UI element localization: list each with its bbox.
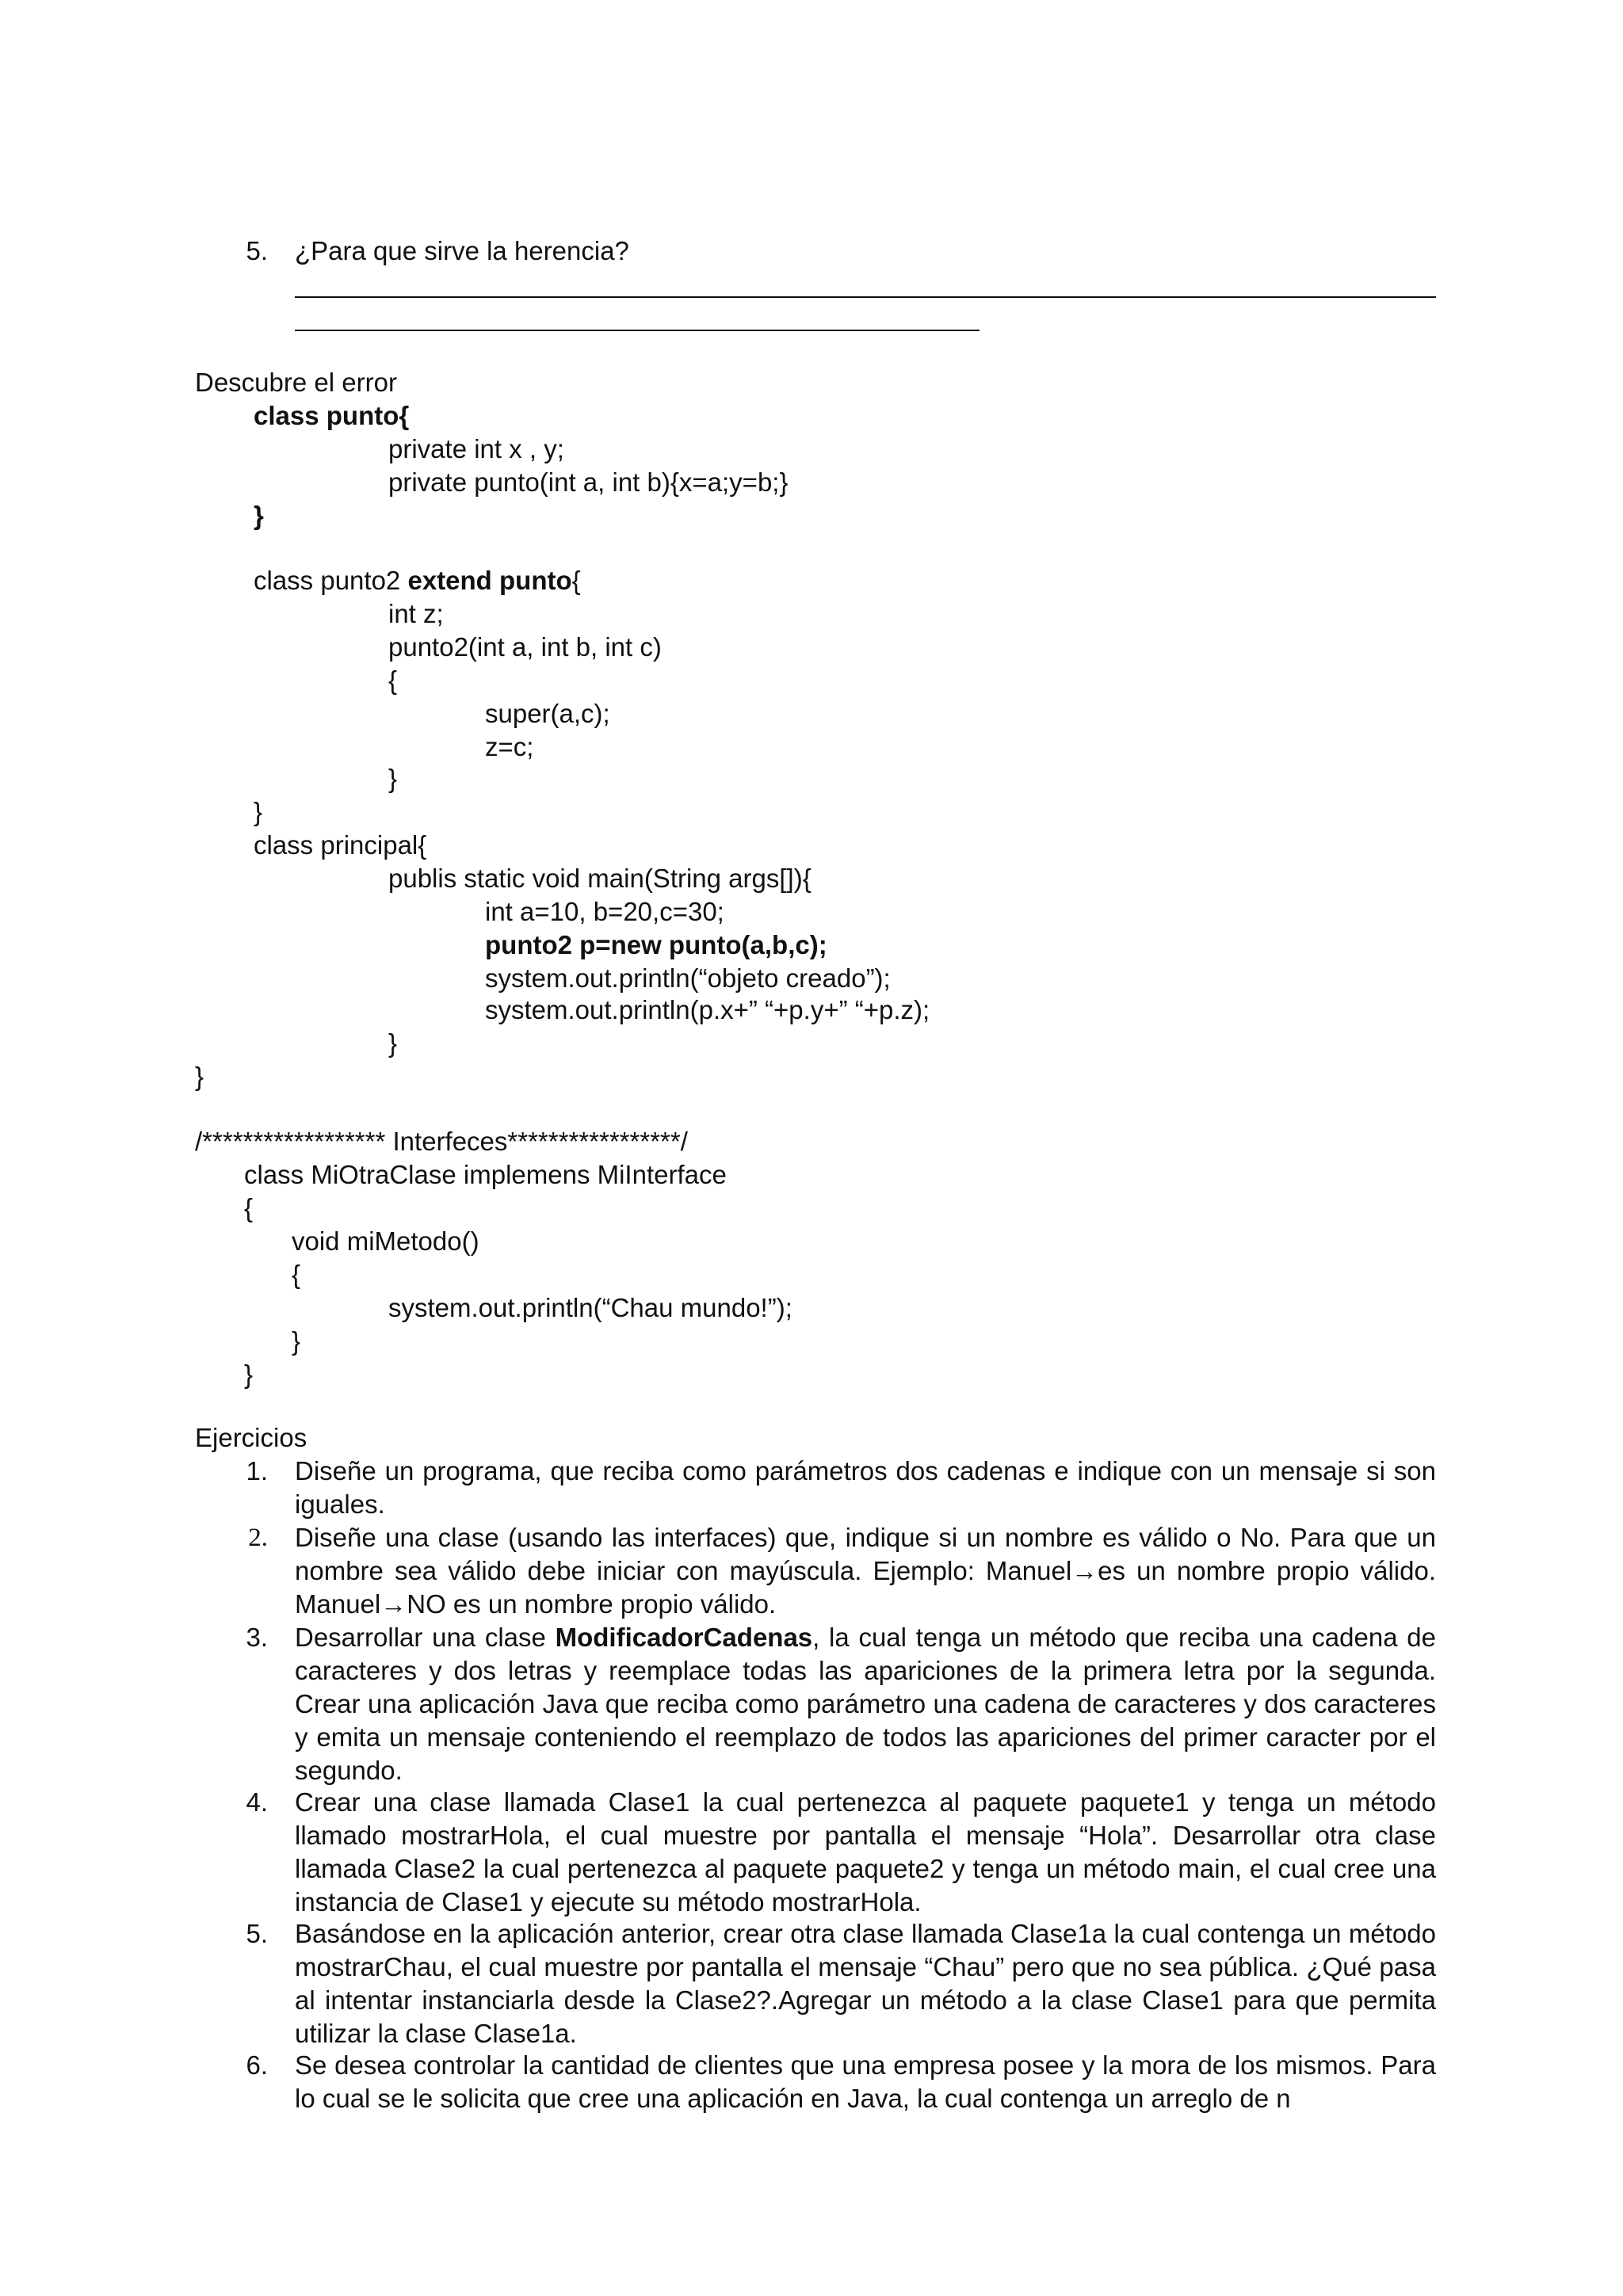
interfaces-heading: /****************** Interfeces*****************/: [195, 1127, 688, 1156]
code-line: punto2(int a, int b, int c): [388, 632, 662, 662]
exercise-text: Crear una clase llamada Clase1 la cual pertenezca al paquete paquete1 y tenga un método llamado mostrarHola, el cual muestre por pantalla el mensaje “Hola”. Desarrollar otra clase llamada Clase2 la cual pertenezca al paquete paquete2 y tenga un método main, el cual cree una instancia de Clase1 y ejecute su método mostrarHola.: [295, 1787, 1436, 1917]
code-line: {: [244, 1193, 254, 1222]
error-heading: Descubre el error: [195, 368, 397, 397]
exercise-text: Basándose en la aplicación anterior, crear otra clase llamada Clase1a la cual contenga un método mostrarChau, el cual muestre por pantalla el mensaje “Chau” pero que no sea pública. ¿Qué pasa al intentar instanciarla desde la Clase2?.Agregar un método a la clase Clase1 para que permita utilizar la clase Clase1a.: [295, 1919, 1436, 2048]
code-line: }: [292, 1326, 301, 1356]
exercise-text: Desarrollar una clase ModificadorCadenas, la cual tenga un método que reciba una cadena de caracteres y dos letras y reemplace todas las apariciones de la primera letra por la segunda. Crear una aplicación Java que reciba como parámetro una cadena de caracteres y dos caracteres y emita un mensaje conteniendo el reemplazo de todos las apariciones del primer caracter por el segundo.: [295, 1623, 1436, 1785]
code-line: private punto(int a, int b){x=a;y=b;}: [388, 467, 789, 497]
code-line: void miMetodo(): [292, 1226, 479, 1256]
answer-line-2: [295, 330, 980, 331]
exercise-text: Se desea controlar la cantidad de clientes que una empresa posee y la mora de los mismos. Para lo cual se le solicita que cree una aplicación en Java, la cual contenga un arreglo de n: [295, 2050, 1436, 2113]
code-line: z=c;: [485, 732, 534, 761]
question-text: ¿Para que sirve la herencia?: [295, 236, 629, 265]
code-line: }: [388, 764, 398, 793]
code-line: super(a,c);: [485, 699, 610, 728]
exercise-number: 3.: [246, 1623, 268, 1652]
exercise-number: 4.: [246, 1787, 268, 1817]
exercise-text: Diseñe un programa, que reciba como parámetros dos cadenas e indique con un mensaje si son iguales.: [295, 1456, 1436, 1519]
code-line: system.out.println(p.x+” “+p.y+” “+p.z);: [485, 995, 930, 1024]
code-line: publis static void main(String args[]){: [388, 864, 812, 893]
code-line: }: [195, 1062, 204, 1091]
code-line: class punto{: [254, 401, 410, 430]
code-line: {: [292, 1260, 301, 1289]
code-line: }: [244, 1360, 254, 1389]
exercise-number: 1.: [246, 1456, 268, 1486]
right-arrow-icon: →: [380, 1589, 407, 1619]
exercise-number: 5.: [246, 1919, 268, 1948]
code-line: }: [254, 501, 264, 530]
exercise-text: Diseñe una clase (usando las interfaces) que, indique si un nombre es válido o No. Para que un nombre sea válido debe iniciar con mayúscula. Ejemplo: Manuel→es un nombre propio válido. Manuel→NO es un nombre propio válido.: [295, 1521, 1436, 1621]
code-line: class principal{: [254, 830, 427, 860]
code-line: system.out.println(“objeto creado”);: [485, 963, 891, 993]
question-number: 5.: [246, 236, 268, 265]
code-line: }: [388, 1028, 398, 1058]
code-line: punto2 p=new punto(a,b,c);: [485, 930, 827, 959]
code-line: int a=10, b=20,c=30;: [485, 897, 724, 926]
answer-line-1: [295, 296, 1436, 298]
code-line: system.out.println(“Chau mundo!”);: [388, 1293, 792, 1322]
code-line: private int x , y;: [388, 434, 564, 463]
code-line: int z;: [388, 599, 444, 628]
right-arrow-icon: →: [1071, 1556, 1098, 1585]
code-line: class MiOtraClase implemens MiInterface: [244, 1160, 727, 1189]
exercise-number: 2.: [248, 1524, 268, 1552]
code-line: class punto2 extend punto{: [254, 566, 581, 595]
exercises-heading: Ejercicios: [195, 1423, 307, 1452]
code-line: }: [254, 797, 263, 826]
code-line: {: [388, 666, 398, 695]
exercise-number: 6.: [246, 2050, 268, 2080]
